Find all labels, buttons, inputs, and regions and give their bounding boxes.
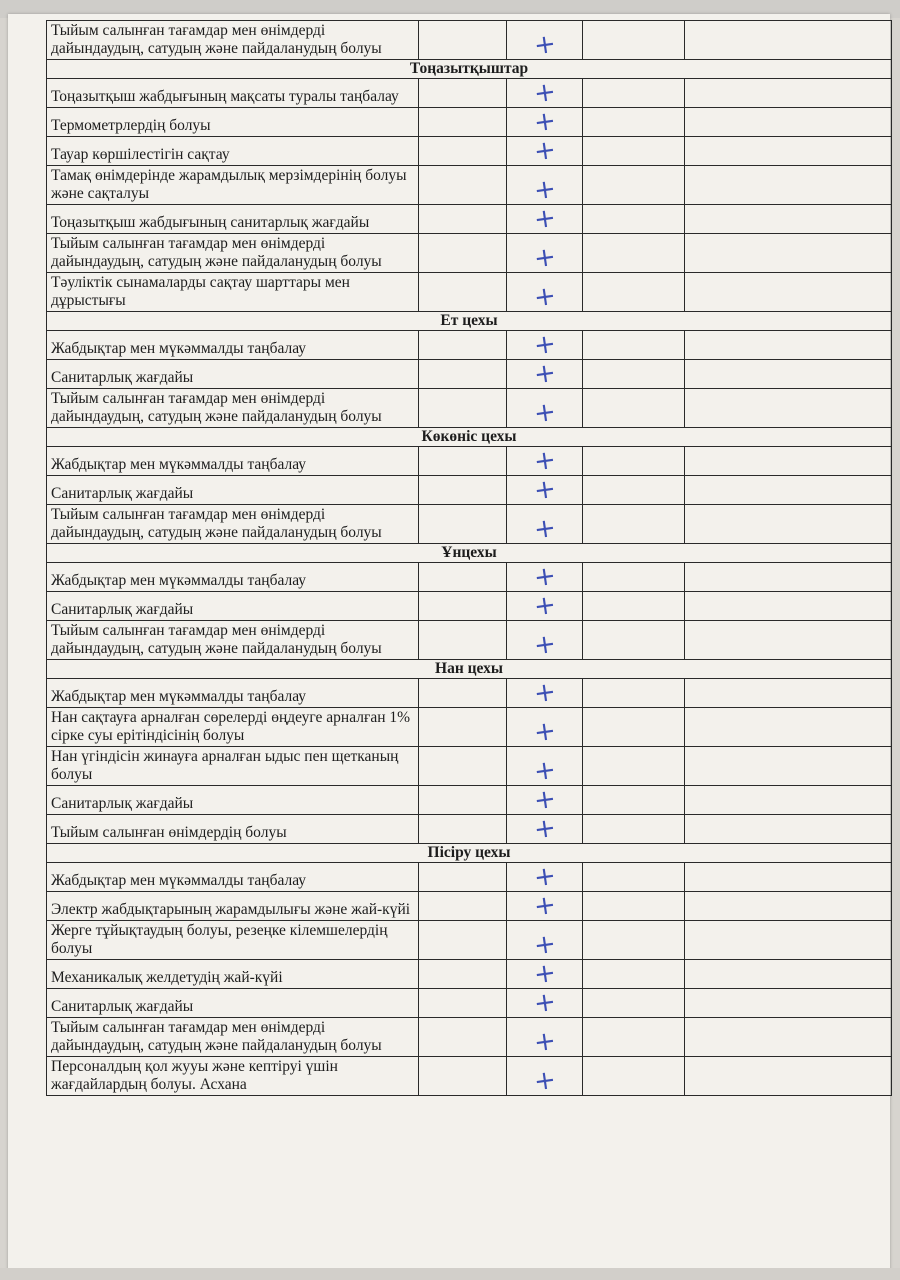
check-cell xyxy=(507,747,583,786)
check-cell xyxy=(507,357,583,391)
empty-cell xyxy=(583,863,685,892)
handwritten-plus-mark: + xyxy=(531,754,558,788)
handwritten-plus-mark: + xyxy=(531,860,558,894)
checklist-row xyxy=(47,1018,892,1057)
requirement-text: Санитарлық жағдайы xyxy=(47,360,419,389)
empty-cell xyxy=(685,79,892,108)
empty-cell xyxy=(685,621,892,660)
requirement-text: Тәуліктік сынамаларды сақтау шарттары мен дұрыстығы xyxy=(47,273,419,312)
check-cell xyxy=(507,812,583,846)
check-cell xyxy=(507,234,583,273)
empty-cell xyxy=(685,447,892,476)
empty-cell xyxy=(419,1018,507,1057)
empty-cell xyxy=(583,989,685,1018)
empty-cell xyxy=(685,360,892,389)
checklist-row xyxy=(47,360,892,389)
requirement-text: Санитарлық жағдайы xyxy=(47,592,419,621)
requirement-text: Тыйым салынған тағамдар мен өнімдерді дайындаудың, сатудың және пайдаланудың болуы xyxy=(47,505,419,544)
empty-cell xyxy=(685,592,892,621)
check-cell xyxy=(507,105,583,139)
empty-cell xyxy=(583,234,685,273)
checklist-row xyxy=(47,79,892,108)
empty-cell xyxy=(419,137,507,166)
check-cell xyxy=(507,921,583,960)
empty-cell xyxy=(419,360,507,389)
handwritten-plus-mark: + xyxy=(531,202,558,236)
empty-cell xyxy=(419,679,507,708)
empty-cell xyxy=(583,360,685,389)
empty-cell xyxy=(583,476,685,505)
empty-cell xyxy=(419,815,507,844)
requirement-text: Нан сақтауға арналған сөрелерді өңдеуге арналған 1% сірке суы ерітіндісінің болуы xyxy=(47,708,419,747)
handwritten-plus-mark: + xyxy=(531,512,558,546)
handwritten-plus-mark: + xyxy=(531,812,558,846)
requirement-text: Термометрлердің болуы xyxy=(47,108,419,137)
checklist-row xyxy=(47,108,892,137)
empty-cell xyxy=(583,389,685,428)
checklist-row xyxy=(47,563,892,592)
empty-cell xyxy=(419,389,507,428)
handwritten-plus-mark: + xyxy=(531,928,558,962)
document-page xyxy=(8,14,890,1276)
empty-cell xyxy=(685,108,892,137)
empty-cell xyxy=(419,863,507,892)
check-cell xyxy=(507,76,583,110)
check-cell xyxy=(507,473,583,507)
empty-cell xyxy=(583,505,685,544)
empty-cell xyxy=(583,960,685,989)
empty-cell xyxy=(419,563,507,592)
empty-cell xyxy=(583,786,685,815)
requirement-text: Тыйым салынған тағамдар мен өнімдерді дайындаудың, сатудың және пайдаланудың болуы xyxy=(47,21,419,60)
checklist-row xyxy=(47,679,892,708)
checklist-row xyxy=(47,273,892,312)
checklist-row xyxy=(47,166,892,205)
empty-cell xyxy=(583,621,685,660)
check-cell xyxy=(507,889,583,923)
empty-cell xyxy=(419,786,507,815)
empty-cell xyxy=(583,1057,685,1096)
check-cell xyxy=(507,444,583,478)
requirement-text: Механикалық желдетудің жай-күйі xyxy=(47,960,419,989)
empty-cell xyxy=(583,563,685,592)
empty-cell xyxy=(419,21,507,60)
empty-cell xyxy=(583,205,685,234)
requirement-text: Жабдықтар мен мүкәммалды таңбалау xyxy=(47,679,419,708)
empty-cell xyxy=(419,476,507,505)
empty-cell xyxy=(419,621,507,660)
handwritten-plus-mark: + xyxy=(531,715,558,749)
checklist-row xyxy=(47,389,892,428)
empty-cell xyxy=(685,476,892,505)
checklist-row xyxy=(47,863,892,892)
handwritten-plus-mark: + xyxy=(531,328,558,362)
empty-cell xyxy=(419,989,507,1018)
empty-cell xyxy=(419,1057,507,1096)
empty-cell xyxy=(685,708,892,747)
check-cell xyxy=(507,957,583,991)
empty-cell xyxy=(419,273,507,312)
handwritten-plus-mark: + xyxy=(531,280,558,314)
empty-cell xyxy=(583,679,685,708)
checklist-row xyxy=(47,21,892,60)
handwritten-plus-mark: + xyxy=(531,628,558,662)
empty-cell xyxy=(685,815,892,844)
requirement-text: Санитарлық жағдайы xyxy=(47,989,419,1018)
section-header-row xyxy=(47,312,892,331)
empty-cell xyxy=(419,892,507,921)
handwritten-plus-mark: + xyxy=(531,1064,558,1098)
handwritten-plus-mark: + xyxy=(531,889,558,923)
checklist-row xyxy=(47,447,892,476)
check-cell xyxy=(507,621,583,660)
empty-cell xyxy=(419,447,507,476)
checklist-row xyxy=(47,989,892,1018)
empty-cell xyxy=(685,989,892,1018)
empty-cell xyxy=(685,563,892,592)
check-cell xyxy=(507,389,583,428)
empty-cell xyxy=(583,747,685,786)
handwritten-plus-mark: + xyxy=(531,173,558,207)
empty-cell xyxy=(583,166,685,205)
empty-cell xyxy=(685,273,892,312)
empty-cell xyxy=(583,79,685,108)
check-cell xyxy=(507,134,583,168)
checklist-row xyxy=(47,205,892,234)
section-header-row xyxy=(47,544,892,563)
check-cell xyxy=(507,21,583,60)
check-cell xyxy=(507,708,583,747)
inspection-checklist-table xyxy=(46,20,892,1096)
empty-cell xyxy=(685,786,892,815)
checklist-row xyxy=(47,505,892,544)
section-title: Нан цехы xyxy=(47,660,892,679)
empty-cell xyxy=(685,1057,892,1096)
empty-cell xyxy=(583,1018,685,1057)
section-title: Пісіру цехы xyxy=(47,844,892,863)
section-header-row xyxy=(47,660,892,679)
empty-cell xyxy=(685,960,892,989)
checklist-row xyxy=(47,921,892,960)
empty-cell xyxy=(419,505,507,544)
requirement-text: Жерге тұйықтаудың болуы, резеңке кілемшелердің болуы xyxy=(47,921,419,960)
empty-cell xyxy=(419,166,507,205)
empty-cell xyxy=(685,234,892,273)
handwritten-plus-mark: + xyxy=(531,560,558,594)
check-cell xyxy=(507,202,583,236)
handwritten-plus-mark: + xyxy=(531,444,558,478)
handwritten-plus-mark: + xyxy=(531,105,558,139)
requirement-text: Жабдықтар мен мүкәммалды таңбалау xyxy=(47,563,419,592)
check-cell xyxy=(507,273,583,312)
empty-cell xyxy=(685,679,892,708)
section-header-row xyxy=(47,60,892,79)
checklist-row xyxy=(47,815,892,844)
section-title: Ұнцехы xyxy=(47,544,892,563)
checklist-row xyxy=(47,331,892,360)
checklist-row xyxy=(47,137,892,166)
empty-cell xyxy=(419,960,507,989)
empty-cell xyxy=(583,447,685,476)
empty-cell xyxy=(419,205,507,234)
empty-cell xyxy=(685,1018,892,1057)
requirement-text: Тауар көршілестігін сақтау xyxy=(47,137,419,166)
checklist-row xyxy=(47,1057,892,1096)
handwritten-plus-mark: + xyxy=(531,357,558,391)
check-cell xyxy=(507,860,583,894)
handwritten-plus-mark: + xyxy=(531,28,558,62)
empty-cell xyxy=(685,921,892,960)
checklist-row xyxy=(47,592,892,621)
checklist-row xyxy=(47,960,892,989)
handwritten-plus-mark: + xyxy=(531,1025,558,1059)
handwritten-plus-mark: + xyxy=(531,589,558,623)
requirement-text: Жабдықтар мен мүкәммалды таңбалау xyxy=(47,447,419,476)
empty-cell xyxy=(583,21,685,60)
checklist-row xyxy=(47,621,892,660)
handwritten-plus-mark: + xyxy=(531,396,558,430)
handwritten-plus-mark: + xyxy=(531,957,558,991)
handwritten-plus-mark: + xyxy=(531,676,558,710)
requirement-text: Нан үгіндісін жинауға арналған ыдыс пен щетканың болуы xyxy=(47,747,419,786)
handwritten-plus-mark: + xyxy=(531,783,558,817)
requirement-text: Тыйым салынған өнімдердің болуы xyxy=(47,815,419,844)
empty-cell xyxy=(685,505,892,544)
empty-cell xyxy=(419,921,507,960)
empty-cell xyxy=(583,592,685,621)
empty-cell xyxy=(419,234,507,273)
requirement-text: Тамақ өнімдерінде жарамдылық мерзімдерінің болуы және сақталуы xyxy=(47,166,419,205)
check-cell xyxy=(507,166,583,205)
section-header-row xyxy=(47,428,892,447)
requirement-text: Тыйым салынған тағамдар мен өнімдерді дайындаудың, сатудың және пайдаланудың болуы xyxy=(47,389,419,428)
check-cell xyxy=(507,783,583,817)
empty-cell xyxy=(419,108,507,137)
handwritten-plus-mark: + xyxy=(531,76,558,110)
empty-cell xyxy=(583,137,685,166)
empty-cell xyxy=(419,592,507,621)
checklist-row xyxy=(47,234,892,273)
section-title: Ет цехы xyxy=(47,312,892,331)
requirement-text: Электр жабдықтарының жарамдылығы және жай-күйі xyxy=(47,892,419,921)
empty-cell xyxy=(685,166,892,205)
empty-cell xyxy=(685,747,892,786)
requirement-text: Персоналдың қол жууы және кептіруі үшін жағдайлардың болуы. Асхана xyxy=(47,1057,419,1096)
requirement-text: Тыйым салынған тағамдар мен өнімдерді дайындаудың, сатудың және пайдаланудың болуы xyxy=(47,1018,419,1057)
empty-cell xyxy=(685,21,892,60)
empty-cell xyxy=(685,205,892,234)
check-cell xyxy=(507,560,583,594)
empty-cell xyxy=(583,708,685,747)
section-title: Көкөніс цехы xyxy=(47,428,892,447)
requirement-text: Санитарлық жағдайы xyxy=(47,786,419,815)
checklist-row xyxy=(47,708,892,747)
empty-cell xyxy=(419,747,507,786)
empty-cell xyxy=(685,331,892,360)
scan-bottom-edge xyxy=(0,1268,900,1280)
empty-cell xyxy=(685,137,892,166)
checklist-row xyxy=(47,476,892,505)
check-cell xyxy=(507,1018,583,1057)
section-title: Тоңазытқыштар xyxy=(47,60,892,79)
empty-cell xyxy=(685,892,892,921)
section-header-row xyxy=(47,844,892,863)
check-cell xyxy=(507,986,583,1020)
requirement-text: Тоңазытқыш жабдығының санитарлық жағдайы xyxy=(47,205,419,234)
empty-cell xyxy=(419,708,507,747)
requirement-text: Жабдықтар мен мүкәммалды таңбалау xyxy=(47,331,419,360)
handwritten-plus-mark: + xyxy=(531,134,558,168)
check-cell xyxy=(507,505,583,544)
empty-cell xyxy=(583,331,685,360)
empty-cell xyxy=(685,389,892,428)
handwritten-plus-mark: + xyxy=(531,986,558,1020)
requirement-text: Жабдықтар мен мүкәммалды таңбалау xyxy=(47,863,419,892)
empty-cell xyxy=(583,273,685,312)
empty-cell xyxy=(583,921,685,960)
check-cell xyxy=(507,589,583,623)
empty-cell xyxy=(685,863,892,892)
empty-cell xyxy=(583,108,685,137)
requirement-text: Тоңазытқыш жабдығының мақсаты туралы таңбалау xyxy=(47,79,419,108)
requirement-text: Тыйым салынған тағамдар мен өнімдерді дайындаудың, сатудың және пайдаланудың болуы xyxy=(47,234,419,273)
requirement-text: Тыйым салынған тағамдар мен өнімдерді дайындаудың, сатудың және пайдаланудың болуы xyxy=(47,621,419,660)
check-cell xyxy=(507,328,583,362)
empty-cell xyxy=(419,79,507,108)
empty-cell xyxy=(419,331,507,360)
checklist-row xyxy=(47,892,892,921)
checklist-row xyxy=(47,786,892,815)
empty-cell xyxy=(583,815,685,844)
handwritten-plus-mark: + xyxy=(531,241,558,275)
check-cell xyxy=(507,1057,583,1096)
handwritten-plus-mark: + xyxy=(531,473,558,507)
checklist-row xyxy=(47,747,892,786)
empty-cell xyxy=(583,892,685,921)
requirement-text: Санитарлық жағдайы xyxy=(47,476,419,505)
check-cell xyxy=(507,676,583,710)
